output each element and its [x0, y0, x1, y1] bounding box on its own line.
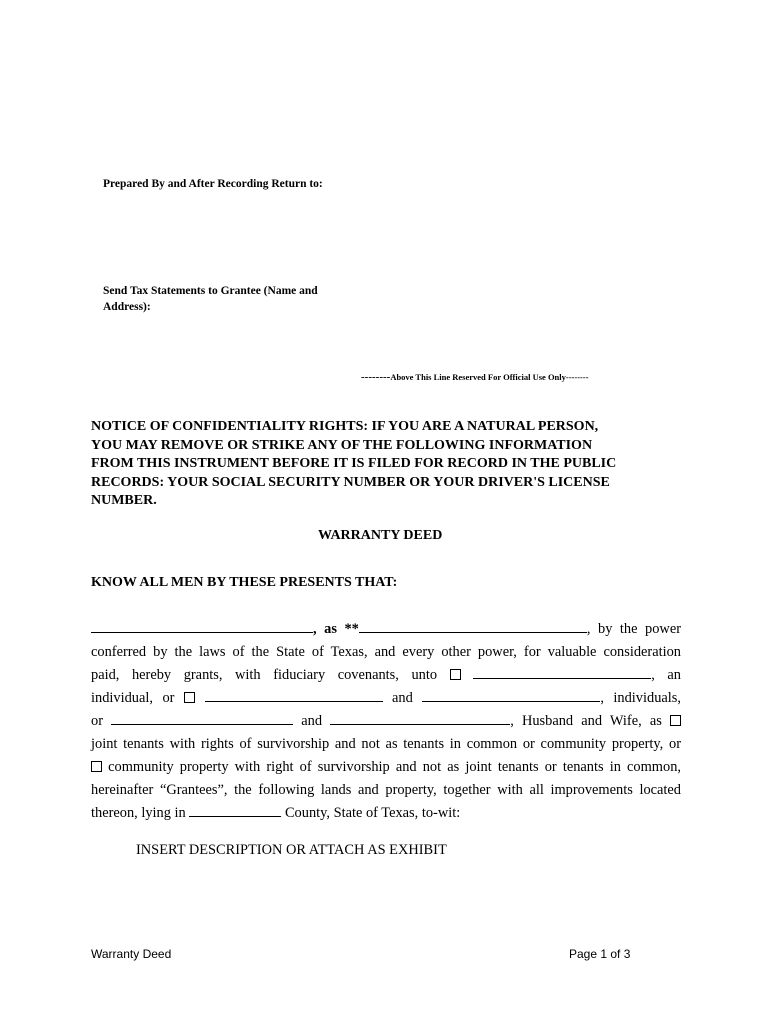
wife-name-blank[interactable] — [330, 712, 510, 725]
grantor-name-blank[interactable] — [91, 620, 313, 633]
send-tax-line-2: Address): — [103, 301, 151, 313]
body-line-5 — [91, 710, 681, 733]
reserved-dashes: -------- — [361, 371, 391, 383]
county-blank[interactable] — [189, 804, 281, 817]
joint-tenants-checkbox[interactable] — [670, 715, 681, 726]
confidentiality-notice — [91, 418, 691, 511]
husband-wife-text: , Husband and Wife, as — [510, 713, 662, 729]
know-all-men-heading: KNOW ALL MEN BY THESE PRESENTS THAT: — [91, 575, 398, 590]
body-line-2: conferred by the laws of the State of Texas, and every other power, for valuable consideration — [91, 644, 681, 660]
individuals-text: , individuals, — [600, 690, 681, 706]
body-line-4 — [91, 687, 681, 710]
official-use-line — [361, 371, 589, 383]
grantee-2-blank[interactable] — [422, 689, 600, 702]
notice-line: NOTICE OF CONFIDENTIALITY RIGHTS: IF YOU ARE A NATURAL PERSON, — [91, 419, 599, 434]
notice-line: NUMBER. — [91, 493, 157, 508]
reserved-text: Above This Line Reserved For Official Use Only-------- — [390, 372, 589, 382]
grantor-capacity-blank[interactable] — [359, 620, 587, 633]
community-property-text: community property with right of survivorship and not as joint tenants or tenants in common, — [108, 759, 681, 775]
document-title: WARRANTY DEED — [318, 528, 443, 543]
body-line-6: joint tenants with rights of survivorship and not as tenants in common or community property, or — [91, 736, 681, 752]
grants-text: paid, hereby grants, with fiduciary covenants, unto — [91, 667, 438, 683]
community-property-checkbox[interactable] — [91, 761, 102, 772]
body-line-8: hereinafter “Grantees”, the following lands and property, together with all improvements located — [91, 782, 681, 798]
an-text: , an — [651, 667, 681, 683]
lying-in-text: thereon, lying in — [91, 805, 186, 821]
send-tax-statements-label — [103, 283, 318, 315]
and-text: and — [301, 713, 323, 729]
individual-checkbox[interactable] — [450, 669, 461, 680]
and-text: and — [392, 690, 413, 706]
body-line-9 — [91, 802, 681, 825]
body-line-3 — [91, 664, 681, 687]
by-power-text: , by the power — [586, 621, 681, 637]
deed-body — [91, 618, 681, 825]
footer-title: Warranty Deed — [91, 947, 172, 961]
grantee-individual-blank[interactable] — [473, 666, 651, 679]
notice-line: YOU MAY REMOVE OR STRIKE ANY OF THE FOLLOWING INFORMATION — [91, 437, 593, 453]
individual-or-text: individual, or — [91, 690, 175, 706]
individuals-checkbox[interactable] — [184, 692, 195, 703]
insert-description-label: INSERT DESCRIPTION OR ATTACH AS EXHIBIT — [136, 842, 447, 858]
husband-name-blank[interactable] — [111, 712, 293, 725]
notice-line: FROM THIS INSTRUMENT BEFORE IT IS FILED FOR RECORD IN THE PUBLIC — [91, 456, 617, 471]
send-tax-line-1: Send Tax Statements to Grantee (Name and — [103, 285, 318, 297]
notice-line: RECORDS: YOUR SOCIAL SECURITY NUMBER OR YOUR DRIVER'S LICENSE — [91, 474, 610, 490]
body-line-1 — [91, 618, 681, 641]
body-line-7 — [91, 756, 681, 779]
prepared-by-label: Prepared By and After Recording Return to: — [103, 178, 323, 190]
as-text: , as ** — [313, 621, 359, 637]
grantee-1-blank[interactable] — [205, 689, 383, 702]
or-text: or — [91, 713, 103, 729]
page-number: Page 1 of 3 — [569, 947, 631, 961]
county-state-text: County, State of Texas, to-wit: — [284, 805, 461, 821]
